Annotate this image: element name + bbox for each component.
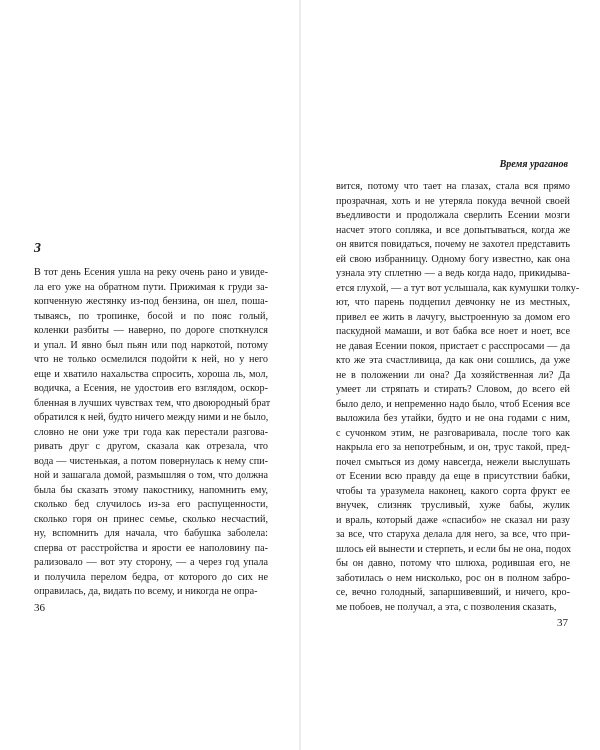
text-line: В тот день Есения ушла на реку очень рано и увиде- (34, 267, 268, 278)
text-line: паскудной мамаши, и вот бабка все ноет и ноет, все (336, 326, 570, 337)
text-line: не давая Есении покоя, пристает с расспросами — да (336, 340, 570, 352)
left-page-text (34, 266, 271, 600)
text-line: от Есении всю правду да еще в присутствии бабки, (336, 471, 570, 482)
text-line: еще и хватило нахальства спросить, хороша ль, мол, (34, 368, 268, 380)
text-line: кто же эта счастливица, да как они сошлись, да уже (336, 355, 570, 366)
text-line: обратился к ней, будто ничего между ними и не было, (34, 412, 269, 423)
text-line: накрыла его за непотребным, и он, трус такой, пред- (336, 442, 570, 453)
text-line: сперва от расстройства и ярости ее наполовину па- (34, 542, 268, 554)
right-page-text (336, 180, 580, 615)
text-line: чтобы та уразумела наконец, какого сорта фрукт ее (336, 485, 570, 497)
text-line: с сучонком этим, не разговаривала, после того как (336, 427, 570, 439)
text-line: умеет ли стряпать и стирать? Словом, до всего ей (336, 384, 570, 395)
text-line: за все, что старуха делала для него, за все, что при- (336, 529, 570, 540)
text-line: была бы сказать этому пакостнику, напомнить ему, (34, 484, 268, 496)
text-line: насчет этого сопляка, и все допытываться, когда же (336, 224, 570, 236)
text-line: вода — чистенькая, а потом повернулась к нему спи- (34, 455, 268, 467)
running-head: Время ураганов (499, 159, 568, 170)
text-line: ну, вспомнить для начала, что бабушка заболела: (34, 528, 268, 539)
text-line: сколько горя он принес семье, сколько несчастий, (34, 513, 268, 525)
text-line: привел ее жить в лачугу, выстроенную за домом его (336, 311, 570, 323)
text-line: сколько бед случилось из-за его распущенности, (34, 499, 268, 510)
text-line: ется глухой, — а тут вот услышала, как кумушки толку- (336, 282, 580, 294)
text-line: се, вечно голодный, запаршивевший, и ничего, кро- (336, 587, 570, 598)
text-line: не в положении ли она? Да хозяйственная ли? Да (336, 369, 570, 381)
text-line: ей свою избранницу. Одному богу известно, как она (336, 253, 570, 265)
text-line: и враль, который даже «спасибо» не сказал ни разу (336, 514, 570, 526)
text-line: бленная в лучших чувствах тем, что двоюродный брат (34, 397, 271, 409)
text-line: оправилась, да, видать по всему, и никогда не опра- (34, 586, 258, 597)
text-line: ют, что парень подцепил девчонку не из местных, (336, 297, 570, 308)
text-line: бы он давно, потому что шлюха, родившая его, не (336, 558, 570, 569)
text-line: выложила без утайки, будто и не она годами с ним, (336, 413, 570, 424)
text-line: копченную жестянку из-под бензина, он шел, поша- (34, 296, 268, 307)
text-line: коленки разбиты — наверно, по дороге споткнулся (34, 325, 268, 336)
text-line: и получила перелом бедра, от которого до сих не (34, 571, 268, 583)
text-line: что не только осмелился подойти к ней, но у него (34, 354, 268, 365)
text-line: тываясь, по тропинке, босой и по пояс голый, (34, 310, 268, 322)
text-line: въедливости и продолжала сверлить Есении мозги (336, 210, 570, 221)
text-line: ривать друг с другом, сказала как отрезала, что (34, 441, 268, 452)
text-line: шлось ей вынести и стерпеть, и если бы не она, подох (336, 543, 572, 555)
text-line: словно не они уже три года как перестали разгова- (34, 426, 268, 438)
left-page (0, 0, 299, 750)
text-line: было дело, и непременно надо было, чтоб Есения все (336, 398, 570, 410)
text-line: ной и зашагала домой, размышляя о том, что должна (34, 470, 268, 481)
text-line: почел смыться из дому навсегда, нежели выслушать (336, 456, 570, 468)
text-line: он явится повидаться, почему не захотел представить (336, 239, 570, 250)
text-line: прозрачная, хоть и не утеряла покуда вечной своей (336, 195, 570, 207)
right-page-number: 37 (557, 617, 568, 629)
text-line: внучек, слизняк трусливый, хуже бабы, жулик (336, 500, 570, 511)
text-line: узнала эту сплетню — а ведь когда надо, прикидыва- (336, 268, 570, 279)
text-line: вится, потому что тает на глазах, стала вся прямо (336, 181, 570, 192)
text-line: ме побоев, не получал, а эта, с позволения сказать, (336, 601, 557, 613)
right-page (301, 0, 600, 750)
left-page-number: 36 (34, 602, 45, 614)
text-line: заботилась о нем нисколько, рос он в полном забро- (336, 572, 570, 584)
text-line: и упал. И явно был пьян или под наркотой, потому (34, 339, 268, 351)
text-line: ла его уже на обратном пути. Прижимая к груди за- (34, 281, 268, 293)
text-line: водичка, а Есения, не удостоив его взглядом, оскор- (34, 383, 268, 394)
chapter-number: 3 (34, 241, 41, 256)
text-line: рализовало — вот эту сторону, — а через год упала (34, 557, 268, 568)
